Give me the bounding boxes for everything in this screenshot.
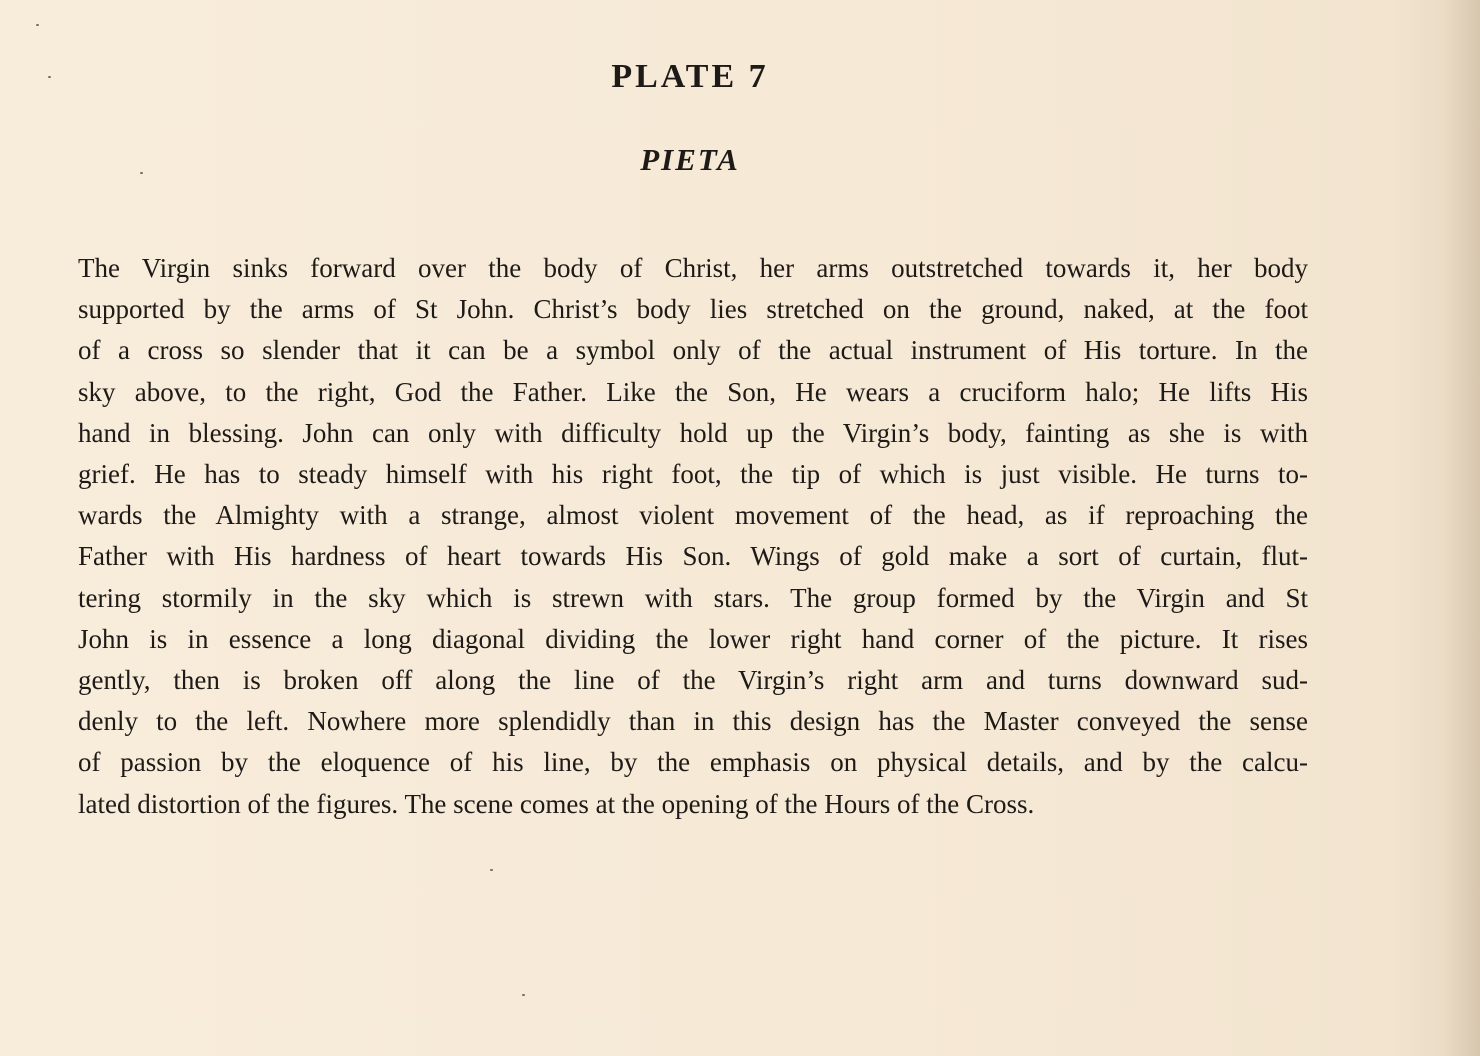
text-line: gently, then is broken off along the line of the Virgin’s right arm and turns downward sud‐ bbox=[78, 665, 1308, 696]
plate-title: PLATE 7 bbox=[611, 58, 769, 95]
text-line: denly to the left. Nowhere more splendidly than in this design has the Master conveyed the sense bbox=[78, 706, 1308, 737]
text-line: grief. He has to steady himself with his right foot, the tip of which is just visible. He turns to‐ bbox=[78, 459, 1308, 490]
paper-speck bbox=[36, 24, 39, 26]
text-line: supported by the arms of St John. Christ’s body lies stretched on the ground, naked, at the foot bbox=[78, 294, 1308, 325]
page-edge-shadow bbox=[1444, 0, 1480, 1056]
text-line: Father with His hardness of heart towards His Son. Wings of gold make a sort of curtain, flut‐ bbox=[78, 541, 1308, 572]
paper-speck bbox=[140, 172, 143, 174]
description-paragraph bbox=[78, 248, 1308, 825]
text-line: sky above, to the right, God the Father. Like the Son, He wears a cruciform halo; He lifts His bbox=[78, 376, 1308, 407]
plate-subtitle: PIETA bbox=[640, 142, 740, 177]
text-line: wards the Almighty with a strange, almost violent movement of the head, as if reproaching the bbox=[78, 500, 1308, 531]
text-line: The Virgin sinks forward over the body of Christ, her arms outstretched towards it, her body bbox=[78, 253, 1308, 283]
text-line: of a cross so slender that it can be a symbol only of the actual instrument of His torture. In the bbox=[78, 335, 1308, 366]
text-line: of passion by the eloquence of his line, by the emphasis on physical details, and by the calcu‐ bbox=[78, 747, 1308, 778]
paper-speck bbox=[522, 994, 525, 996]
text-line: lated distortion of the figures. The scene comes at the opening of the Hours of the Cross. bbox=[78, 788, 1035, 819]
text-line: John is in essence a long diagonal dividing the lower right hand corner of the picture. It rises bbox=[78, 623, 1308, 654]
paper-speck bbox=[490, 869, 493, 871]
text-line: tering stormily in the sky which is strewn with stars. The group formed by the Virgin and St bbox=[78, 582, 1308, 613]
paper-speck bbox=[48, 76, 51, 78]
text-line: hand in blessing. John can only with difficulty hold up the Virgin’s body, fainting as she is with bbox=[78, 417, 1308, 448]
